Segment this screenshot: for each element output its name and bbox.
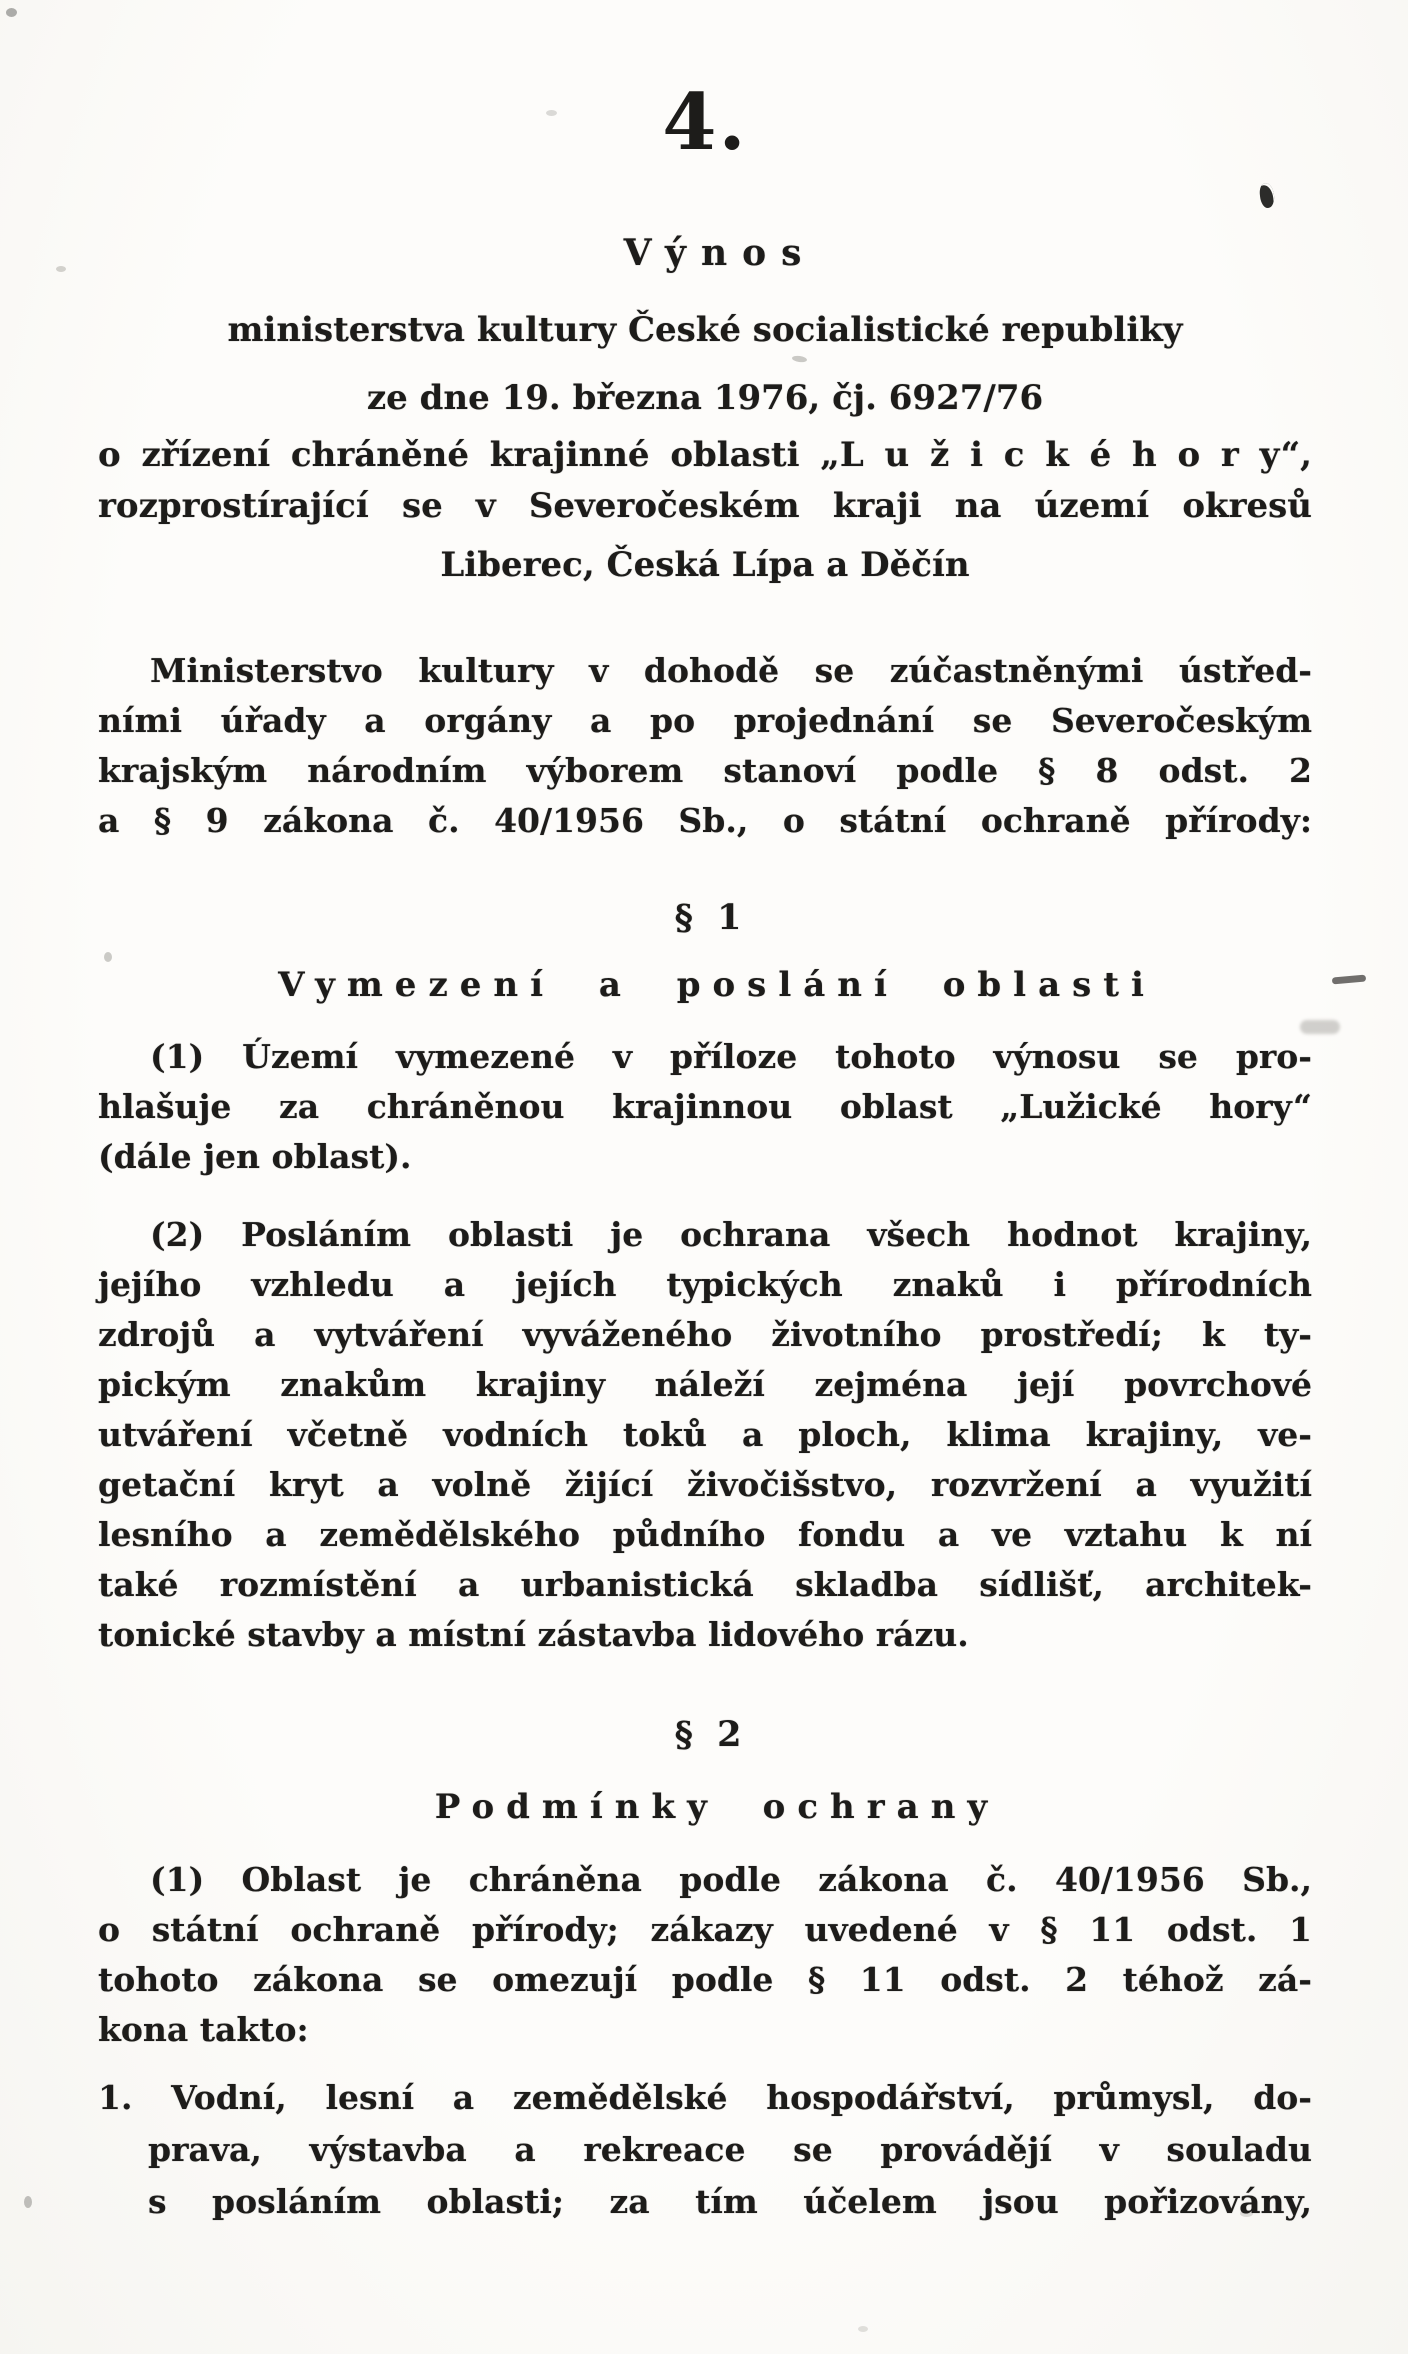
title-line: ministerstva kultury České socialistické republiky — [227, 310, 1183, 350]
paragraph-line: o státní ochraně přírody; zákazy uvedené v § 11 odst. 1 — [98, 1910, 1312, 1949]
page-number-heading: 4. — [662, 77, 748, 168]
paragraph-line: lesního a zemědělského půdního fondu a ve vztahu k ní — [98, 1515, 1312, 1554]
ink-speck — [56, 266, 66, 272]
paragraph-line: (1) Území vymezené v příloze tohoto výnosu se pro- — [150, 1037, 1312, 1076]
paragraph — [98, 1855, 1312, 2055]
ink-speck — [6, 8, 17, 17]
decree-type-heading: Výnos — [623, 232, 817, 274]
preamble-paragraph — [98, 646, 1312, 846]
paragraph-line: kona takto: — [98, 2010, 309, 2049]
paragraph-line: tonické stavby a místní zástavba lidového rázu. — [98, 1615, 969, 1654]
section-subheading: Vymezení a poslání oblasti — [278, 965, 1156, 1005]
paragraph-line: zdrojů a vytváření vyváženého životního prostředí; k ty- — [98, 1315, 1312, 1354]
paragraph — [98, 1032, 1312, 1182]
paragraph-line: a § 9 zákona č. 40/1956 Sb., o státní ochraně přírody: — [98, 801, 1312, 840]
ink-speck — [792, 355, 808, 363]
paragraph-line: jejího vzhledu a jejích typických znaků i přírodních — [98, 1265, 1312, 1304]
paragraph-line: ními úřady a orgány a po projednání se Severočeským — [98, 701, 1312, 740]
paragraph-line: hlašuje za chráněnou krajinnou oblast „Lužické hory“ — [98, 1087, 1312, 1126]
paragraph-line: (1) Oblast je chráněna podle zákona č. 40/1956 Sb., — [150, 1860, 1312, 1899]
paragraph-line: (2) Posláním oblasti je ochrana všech hodnot krajiny, — [150, 1215, 1312, 1254]
title-line: rozprostírající se v Severočeském kraji na území okresů — [98, 486, 1312, 526]
paragraph-line: také rozmístění a urbanistická skladba sídlišť, architek- — [98, 1565, 1312, 1604]
ink-speck — [1259, 182, 1276, 208]
section-heading: § 2 — [674, 1714, 748, 1755]
list-item-line: 1. Vodní, lesní a zemědělské hospodářství, průmysl, do- — [98, 2078, 1312, 2117]
section-subheading: Podmínky ochrany — [434, 1787, 1000, 1827]
paragraph — [98, 1210, 1312, 1660]
paragraph-line: (dále jen oblast). — [98, 1137, 412, 1176]
paragraph-line: utváření včetně vodních toků a ploch, klima krajiny, ve- — [98, 1415, 1312, 1454]
ink-speck — [24, 2196, 32, 2208]
paragraph-line: krajským národním výborem stanoví podle § 8 odst. 2 — [98, 751, 1312, 790]
section-heading: § 1 — [674, 897, 748, 938]
list-item — [98, 2072, 1312, 2228]
paragraph-line: pickým znakům krajiny náleží zejména její povrchové — [98, 1365, 1312, 1404]
paragraph-line: Ministerstvo kultury v dohodě se zúčastněnými ústřed- — [150, 651, 1312, 690]
title-line: ze dne 19. března 1976, čj. 6927/76 — [366, 378, 1044, 418]
margin-dash-mark — [1332, 975, 1366, 985]
paragraph-line: getační kryt a volně žijící živočišstvo, rozvržení a využití — [98, 1465, 1312, 1504]
list-item-line: prava, výstavba a rekreace se provádějí v souladu — [148, 2130, 1312, 2169]
ink-speck — [858, 2326, 868, 2332]
title-line: o zřízení chráněné krajinné oblasti „L u ž i c k é h o r y“, — [98, 435, 1312, 475]
paragraph-line: tohoto zákona se omezují podle § 11 odst. 2 téhož zá- — [98, 1960, 1312, 1999]
list-item-line: s posláním oblasti; za tím účelem jsou pořizovány, — [148, 2182, 1312, 2221]
title-line: Liberec, Česká Lípa a Děčín — [440, 545, 970, 585]
